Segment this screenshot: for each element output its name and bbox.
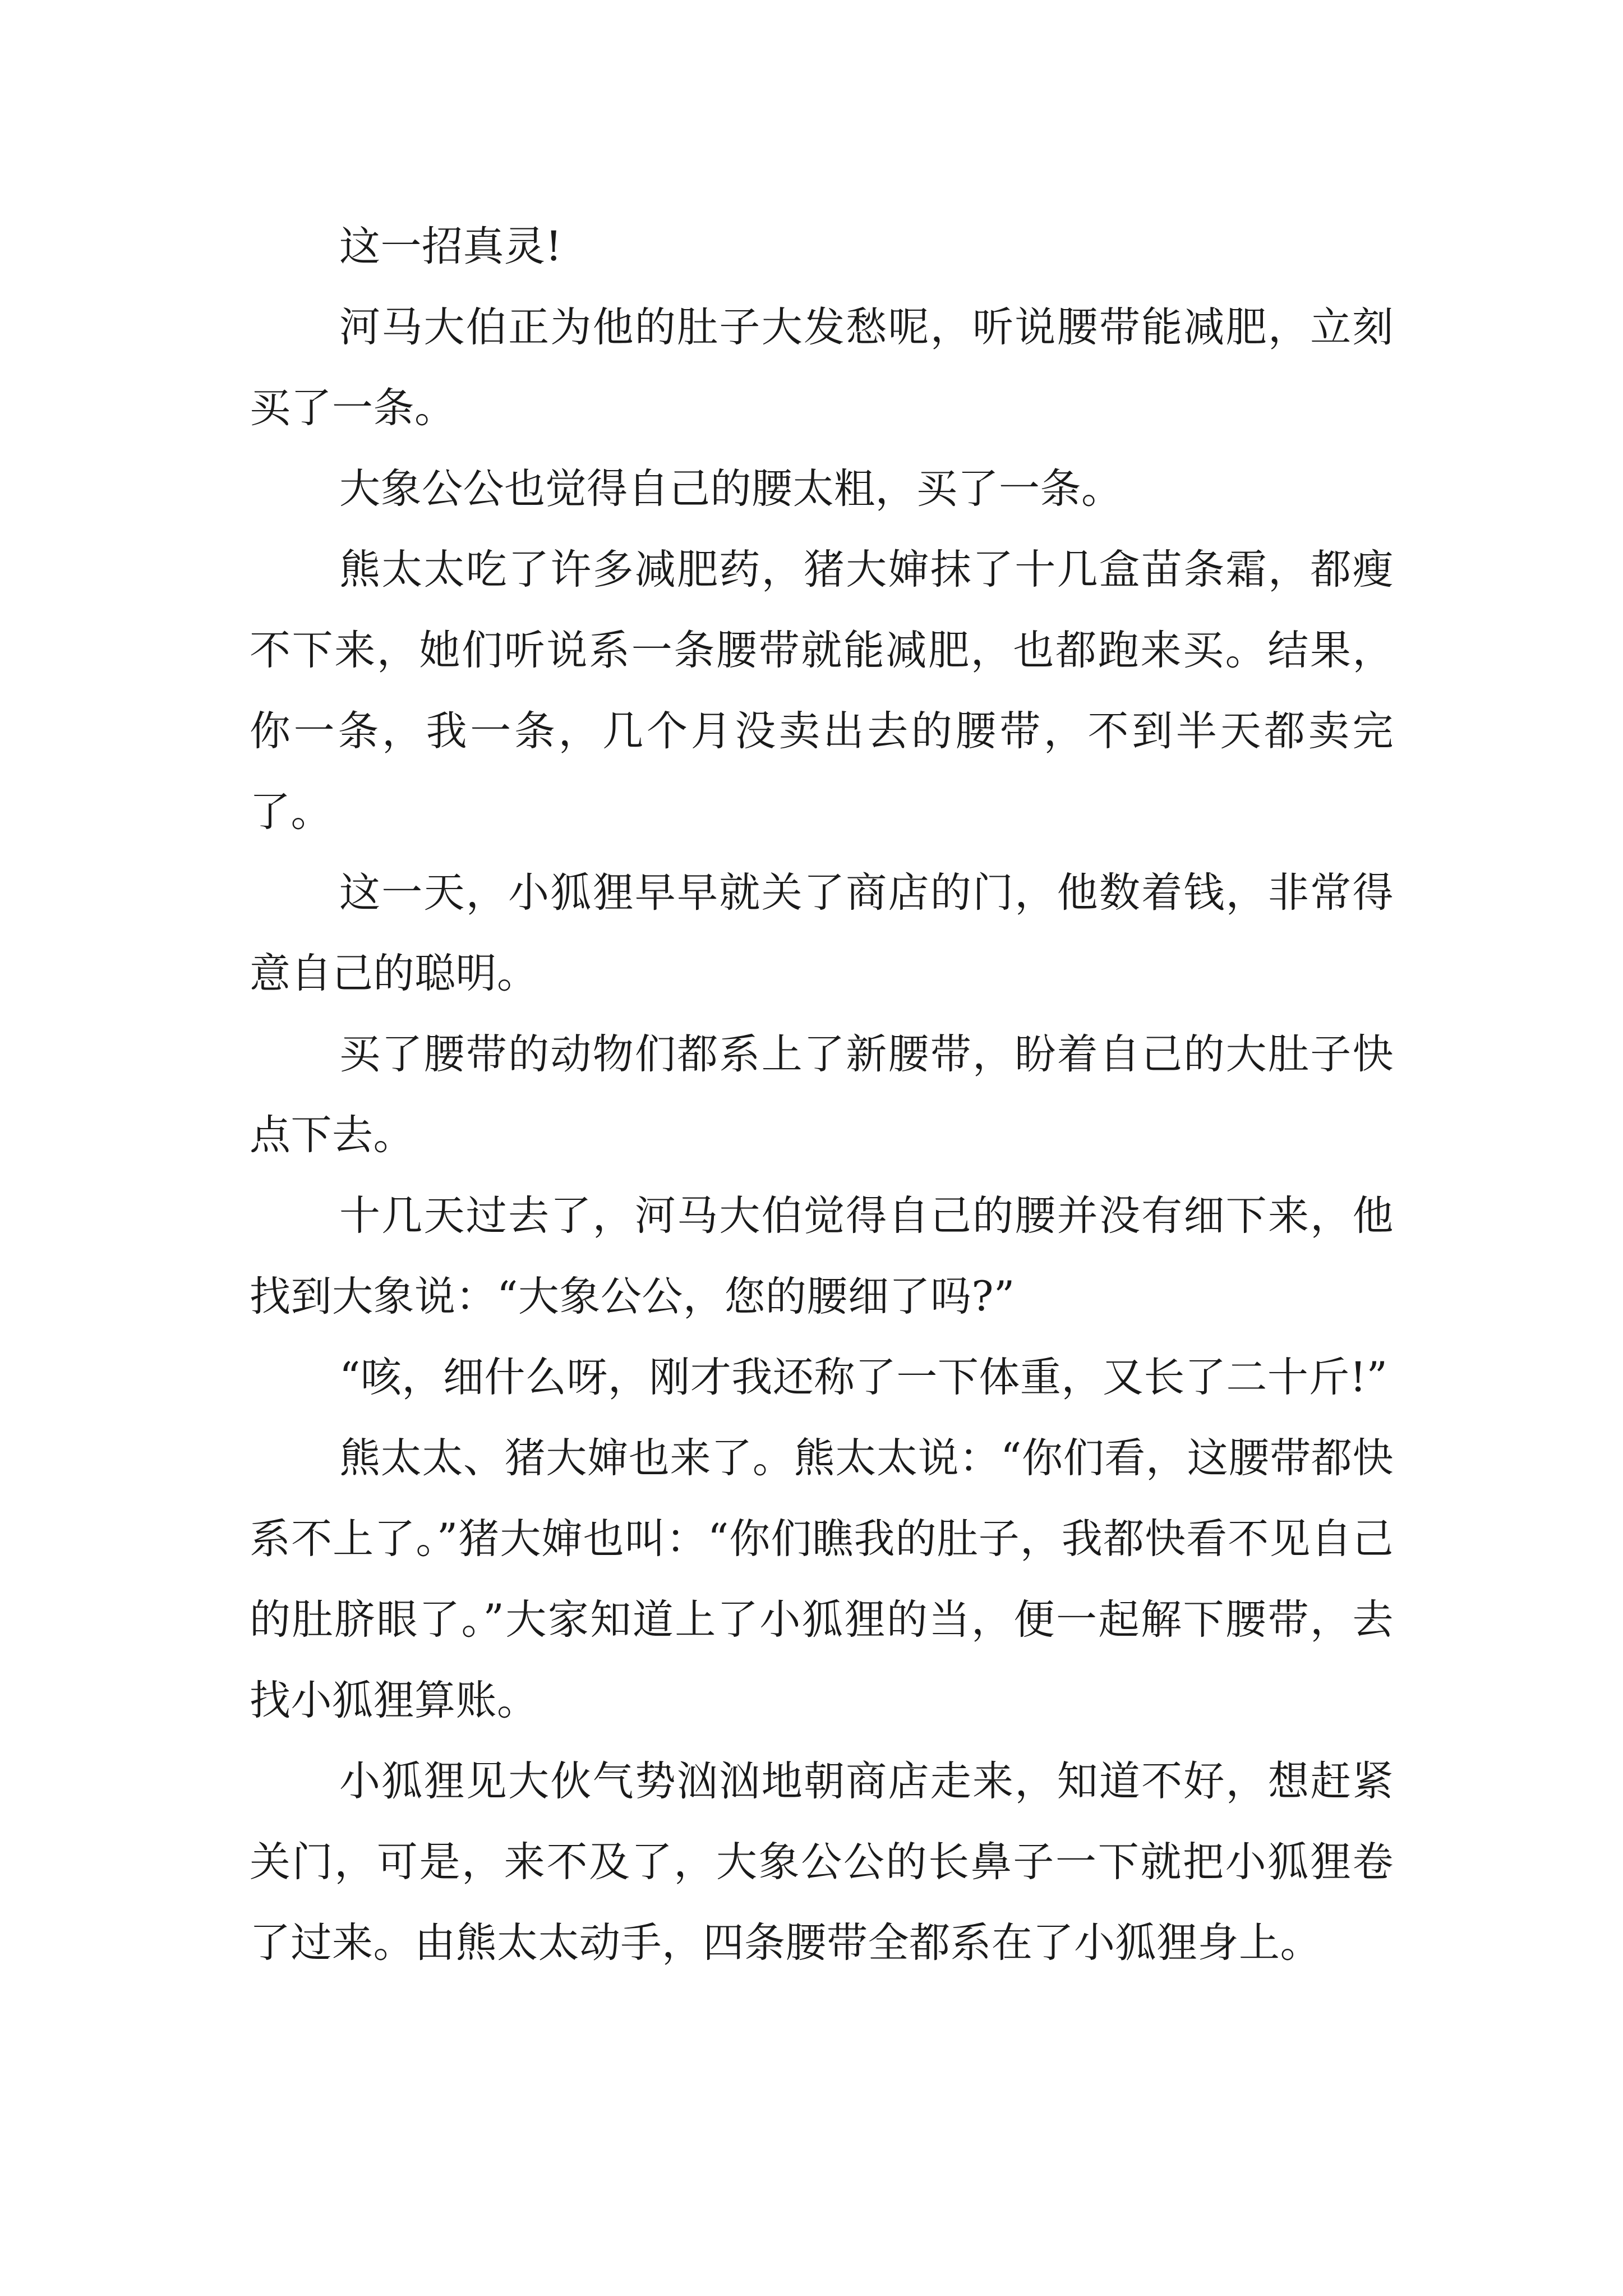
paragraph-9: 熊太太、猪大婶也来了。熊太太说：“你们看，这腰带都快系不上了。”猪大婶也叫：“你们瞧我的肚子，我都快看不见自己的肚脐眼了。”大家知道上了小狐狸的当，便一起解下腰带，去找小狐狸算账。	[250, 1434, 1394, 1724]
paragraph-2: 河马大伯正为他的肚子大发愁呢，听说腰带能减肥，立刻买了一条。	[250, 303, 1394, 432]
paragraph-10: 小狐狸见大伙气势汹汹地朝商店走来，知道不好，想赶紧关门，可是，来不及了，大象公公的长鼻子一下就把小狐狸卷了过来。由熊太太动手，四条腰带全都系在了小狐狸身上。	[250, 1757, 1394, 1967]
paragraph-8: “咳，细什么呀，刚才我还称了一下体重，又长了二十斤!”	[339, 1354, 1388, 1401]
paragraph-7: 十几天过去了，河马大伯觉得自己的腰并没有细下来，他找到大象说：“大象公公，您的腰细了吗?”	[250, 1192, 1394, 1320]
paragraph-3: 大象公公也觉得自己的腰太粗，买了一条。	[339, 465, 1123, 513]
paragraph-5: 这一天，小狐狸早早就关了商店的门，他数着钱，非常得意自己的聪明。	[250, 869, 1394, 997]
paragraph-6: 买了腰带的动物们都系上了新腰带，盼着自己的大肚子快点下去。	[250, 1030, 1394, 1159]
paragraph-1: 这一招真灵!	[339, 223, 562, 270]
paragraph-4: 熊太太吃了许多减肥药，猪大婶抹了十几盒苗条霜，都瘦不下来，她们听说系一条腰带就能减肥，也都跑来买。结果，你一条，我一条，几个月没卖出去的腰带，不到半天都卖完了。	[250, 546, 1394, 836]
document-body	[250, 206, 1394, 1984]
